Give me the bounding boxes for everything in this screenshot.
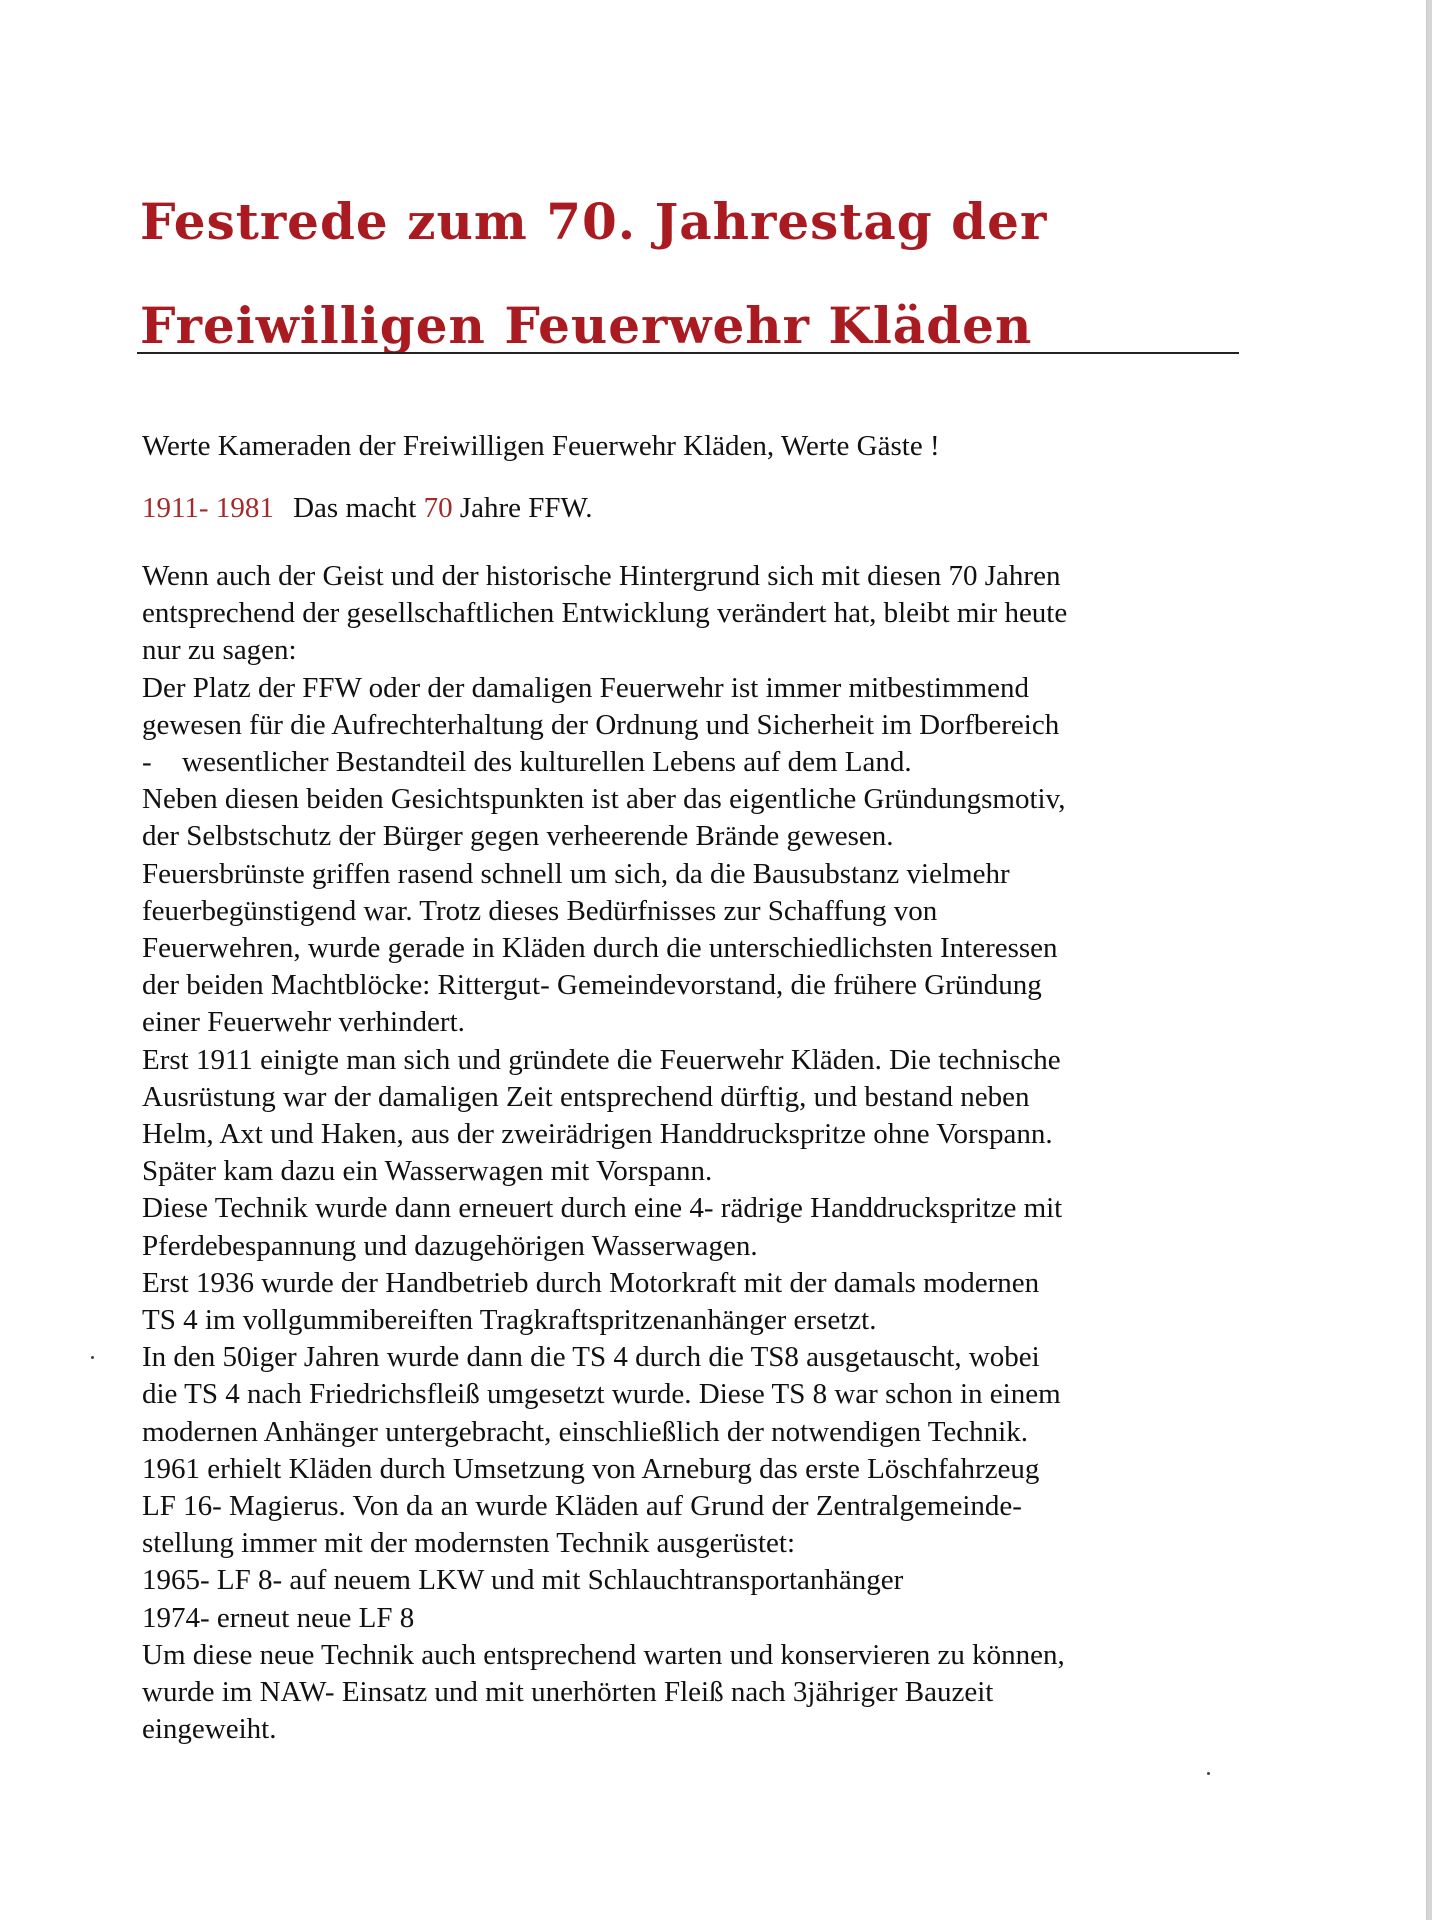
text-line: TS 4 im vollgummibereiften Tragkraftspritzenanhänger ersetzt. (142, 1304, 877, 1337)
greeting: Werte Kameraden der Freiwilligen Feuerwehr Kläden, Werte Gäste ! (142, 430, 940, 462)
text-line: Feuerwehren, wurde gerade in Kläden durch die unterschiedlichsten Interessen (142, 932, 1058, 965)
text-line: gewesen für die Aufrechterhaltung der Ordnung und Sicherheit im Dorfbereich (142, 708, 1060, 741)
text-line: Der Platz der FFW oder der damaligen Feuerwehr ist immer mitbestimmend (142, 671, 1029, 704)
text-line: einer Feuerwehr verhindert. (142, 1006, 465, 1039)
text-line: In den 50iger Jahren wurde dann die TS 4 durch die TS8 ausgetauscht, wobei (142, 1341, 1040, 1374)
text-line: Neben diesen beiden Gesichtspunkten ist aber das eigentliche Gründungsmotiv, (142, 783, 1066, 816)
text-line: 1961 erhielt Kläden durch Umsetzung von Arneburg das erste Löschfahrzeug (142, 1452, 1040, 1485)
text-line: wurde im NAW- Einsatz und mit unerhörten Fleiß nach 3jähriger Bauzeit (142, 1676, 994, 1709)
title-underline (137, 352, 1239, 354)
years-text-a: Das macht (293, 492, 417, 524)
speech-body (142, 428, 1257, 1749)
text-line: Später kam dazu ein Wasserwagen mit Vorspann. (142, 1155, 713, 1188)
text-line: Helm, Axt und Haken, aus der zweirädrigen Handdruckspritze ohne Vorspann. (142, 1118, 1053, 1151)
text-line: Pferdebespannung und dazugehörigen Wasserwagen. (142, 1229, 758, 1262)
years-number: 70 (423, 492, 453, 524)
text-line: Erst 1911 einigte man sich und gründete die Feuerwehr Kläden. Die technische (142, 1043, 1061, 1076)
text-line: LF 16- Magierus. Von da an wurde Kläden auf Grund der Zentralgemeinde- (142, 1490, 1022, 1523)
text-line: Feuersbrünste griffen rasend schnell um sich, da die Bausubstanz vielmehr (142, 857, 1010, 890)
years-line (142, 490, 1257, 526)
scan-speck (91, 1356, 94, 1359)
text-line: Diese Technik wurde dann erneuert durch eine 4- rädrige Handdruckspritze mit (142, 1192, 1063, 1225)
years-text-b: Jahre FFW. (459, 492, 593, 524)
text-line-dash-item (142, 744, 1257, 781)
text-line: die TS 4 nach Friedrichsfleiß umgesetzt wurde. Diese TS 8 war schon in einem (142, 1378, 1061, 1411)
text-line: Ausrüstung war der damaligen Zeit entsprechend dürftig, und bestand neben (142, 1080, 1030, 1113)
text-line: 1974- erneut neue LF 8 (142, 1601, 415, 1634)
dash-item-text: wesentlicher Bestandteil des kulturellen Lebens auf dem Land. (182, 746, 912, 779)
main-paragraph (142, 558, 1257, 1749)
title-line-2: Freiwilligen Feuerwehr Kläden (140, 296, 1033, 355)
title-line-1: Festrede zum 70. Jahrestag der (140, 192, 1048, 251)
text-line: Um diese neue Technik auch entsprechend warten und konservieren zu können, (142, 1638, 1065, 1671)
text-line: nur zu sagen: (142, 634, 297, 667)
text-line: eingeweiht. (142, 1713, 277, 1746)
text-line: 1965- LF 8- auf neuem LKW und mit Schlauchtransportanhänger (142, 1564, 904, 1597)
text-line: feuerbegünstigend war. Trotz dieses Bedürfnisses zur Schaffung von (142, 894, 938, 927)
years-range: 1911- 1981 (142, 492, 274, 524)
text-line: entsprechend der gesellschaftlichen Entwicklung verändert hat, bleibt mir heute (142, 597, 1068, 630)
text-line: Wenn auch der Geist und der historische Hintergrund sich mit diesen 70 Jahren (142, 560, 1061, 592)
scan-speck (1207, 1772, 1210, 1775)
page-title (140, 170, 1250, 378)
text-line: modernen Anhänger untergebracht, einschließlich der notwendigen Technik. (142, 1415, 1028, 1448)
text-line: stellung immer mit der modernsten Technik ausgerüstet: (142, 1527, 796, 1560)
text-line: der beiden Machtblöcke: Rittergut- Gemeindevorstand, die frühere Gründung (142, 969, 1042, 1002)
text-line: der Selbstschutz der Bürger gegen verheerende Brände gewesen. (142, 820, 894, 853)
text-line: Erst 1936 wurde der Handbetrieb durch Motorkraft mit der damals modernen (142, 1266, 1040, 1299)
dash-bullet: - (142, 746, 152, 779)
